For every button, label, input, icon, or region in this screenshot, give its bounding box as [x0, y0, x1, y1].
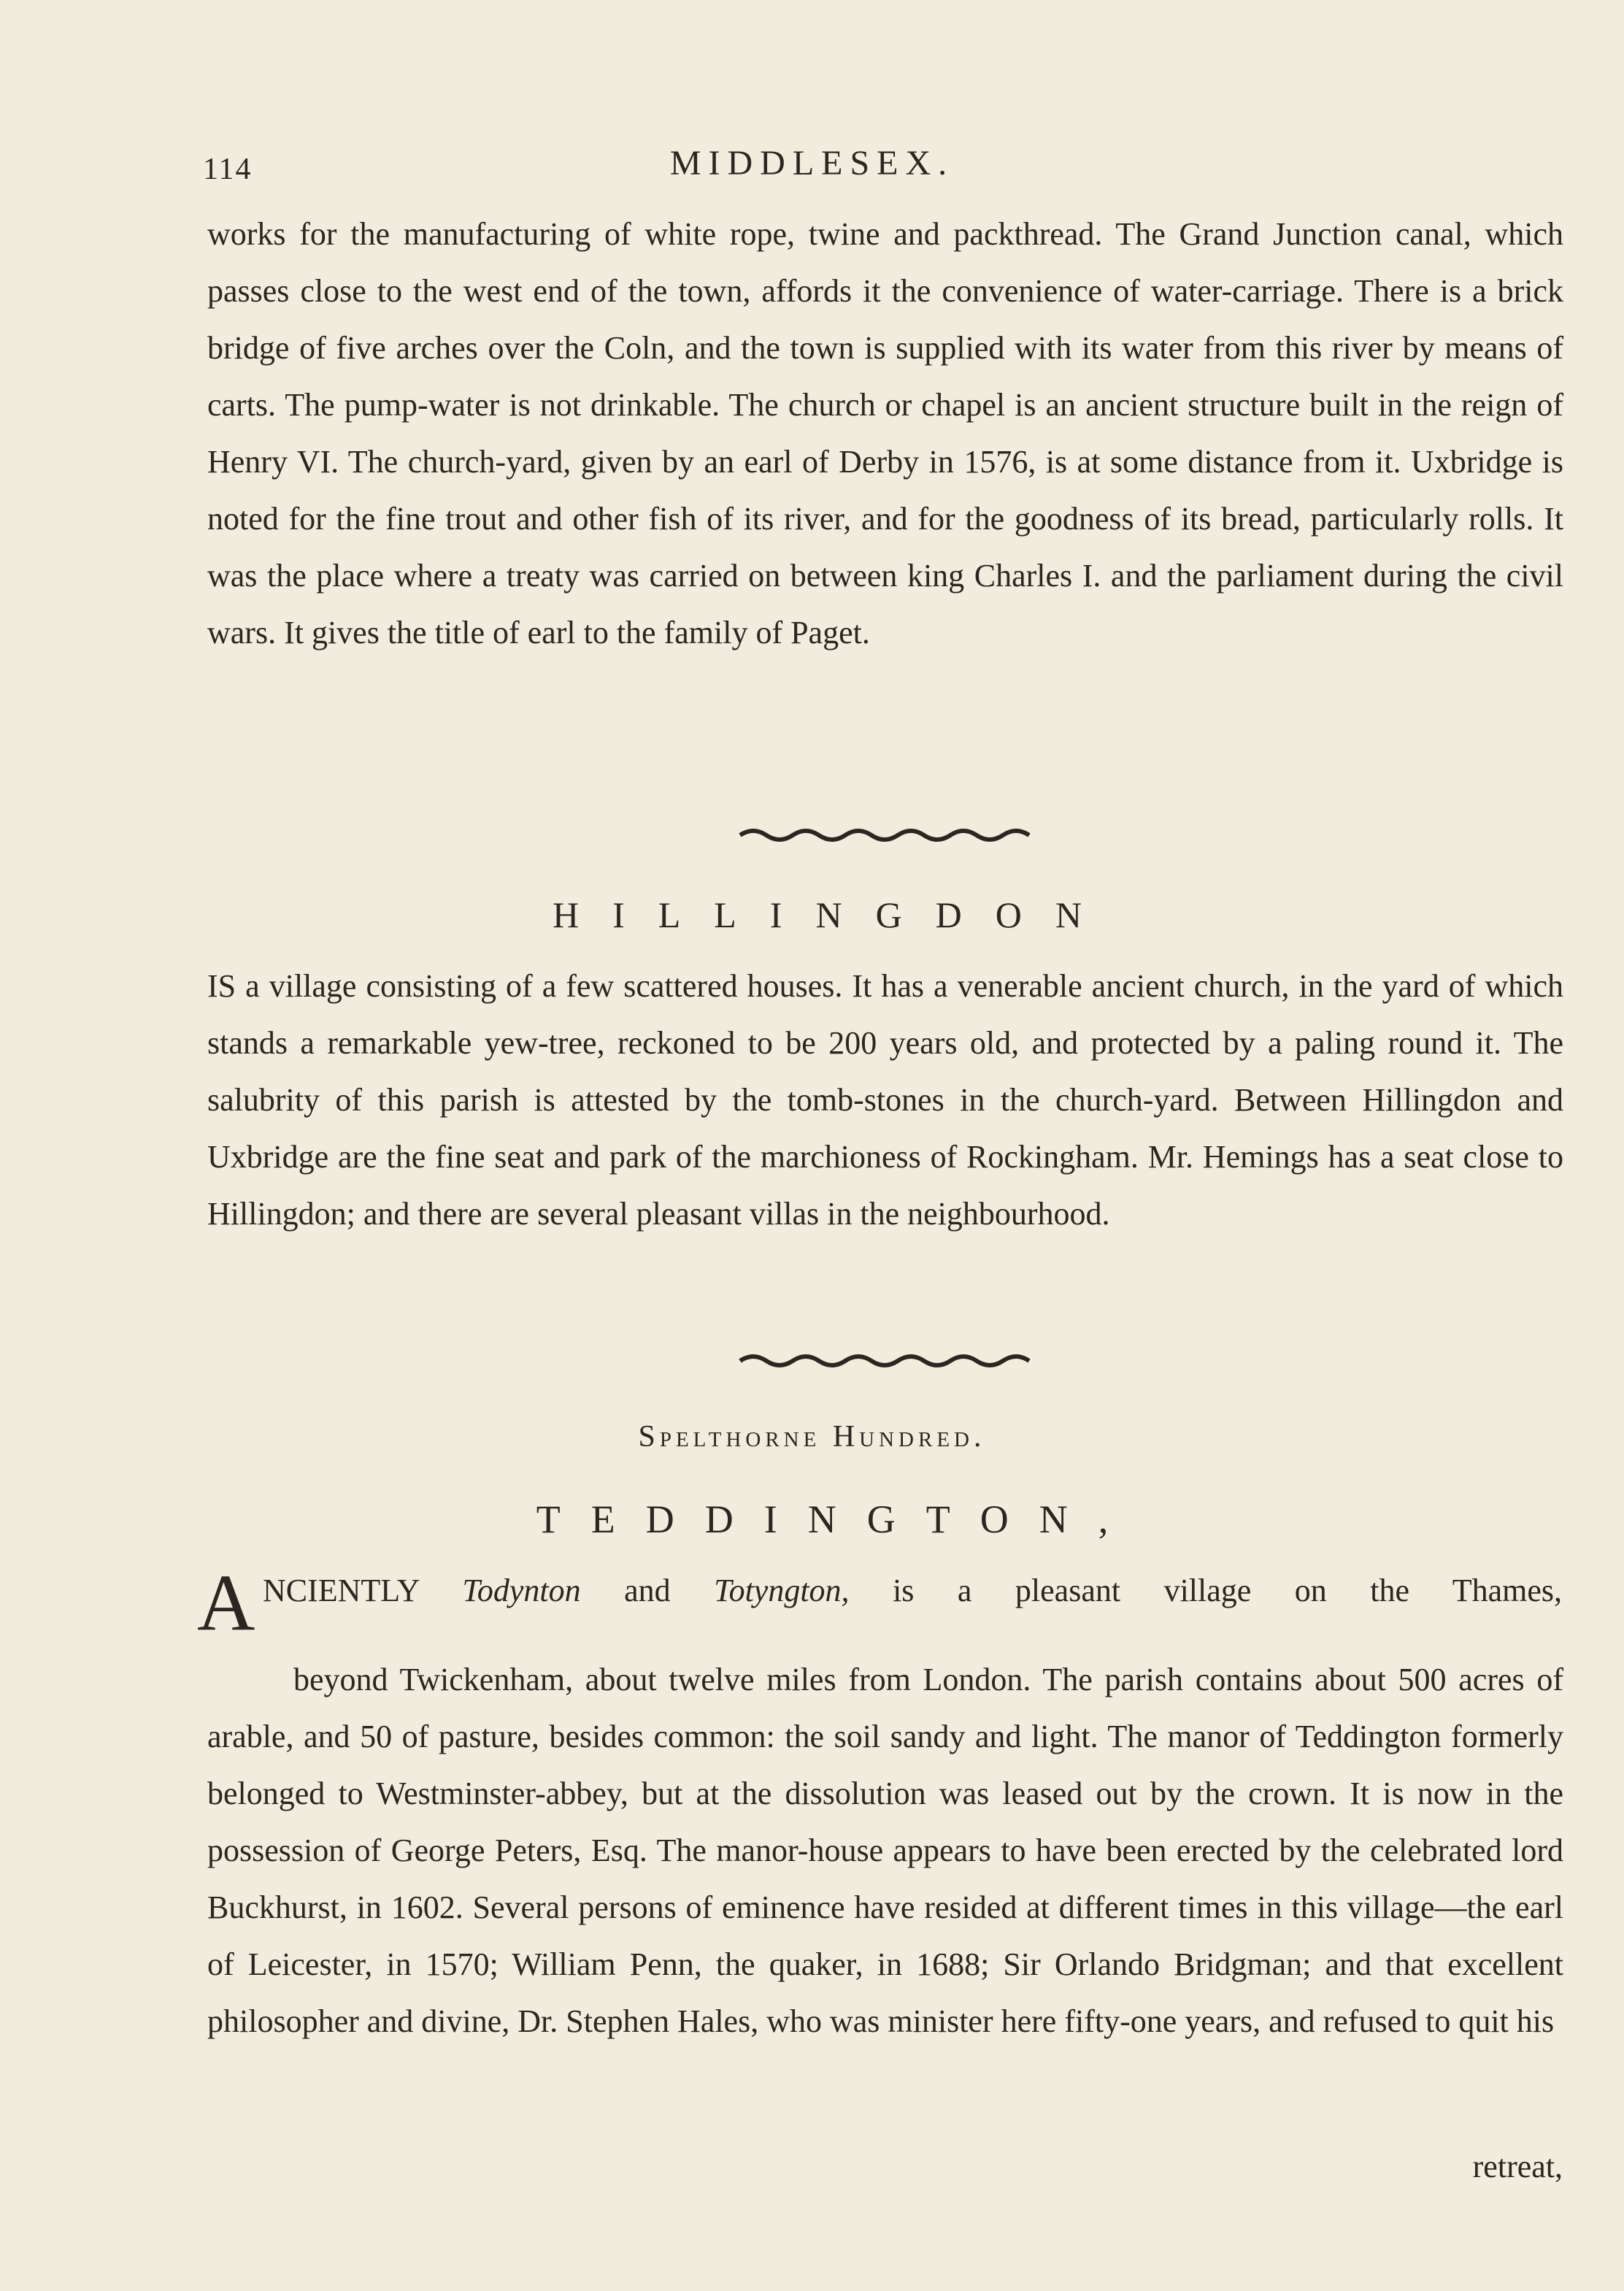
place-name-totyngton: Totyngton, [714, 1573, 850, 1608]
page-number: 114 [203, 153, 253, 186]
page-header [0, 143, 1624, 194]
teddington-heading: TEDDINGTON, [536, 1497, 1139, 1541]
teddington-first-line [263, 1562, 1562, 1619]
drop-cap: A [197, 1558, 255, 1647]
ornament-icon [737, 824, 1044, 845]
place-name-todynton: Todynton [462, 1573, 581, 1608]
conjunction: and [624, 1573, 671, 1608]
ornament-icon [737, 1349, 1044, 1371]
ornament-divider-1 [737, 824, 1044, 845]
lead-caps: NCIENTLY [263, 1573, 419, 1608]
hillingdon-heading: HILLINGDON [552, 894, 1116, 935]
catchword: retreat, [1472, 2149, 1563, 2184]
uxbridge-paragraph: works for the manufacturing of white rope, twine and packthread. The Grand Junction canal, which passes close to the west end of the town, affords it the convenience of water-carriage. There is a brick bridge of five arches over the Coln, and the town is supplied with its water from this river by means of carts. The pump-water is not drinkable. The church or chapel is an ancient structure built in the reign of Henry VI. The church-yard, given by an earl of Derby in 1576, is at some distance from it. Uxbridge is noted for the fine trout and other fish of its river, and for the goodness of its bread, particularly rolls. It was the place where a treaty was carried on between king Charles I. and the parliament during the civil wars. It gives the title of earl to the family of Paget. [207, 216, 1563, 651]
first-line-rest: is a pleasant village on the Thames, [893, 1573, 1563, 1608]
teddington-paragraph: beyond Twickenham, about twelve miles from London. The parish contains about 500 acres of arable, and 50 of pasture, besides common: the soil sandy and light. The manor of Teddington formerly belonged to Westminster-abbey, but at the dissolution was leased out by the crown. It is now in the possession of George Peters, Esq. The manor-house appears to have been erected by the celebrated lord Buckhurst, in 1602. Several persons of eminence have resided at different times in this village—the earl of Leicester, in 1570; William Penn, the quaker, in 1688; Sir Orlando Bridgman; and that excellent philosopher and divine, Dr. Stephen Hales, who was minister here fifty-one years, and refused to quit his [207, 1662, 1563, 2039]
ornament-divider-2 [737, 1349, 1044, 1371]
hillingdon-paragraph: IS a village consisting of a few scattered houses. It has a venerable ancient church, in the yard of which stands a remarkable yew-tree, reckoned to be 200 years old, and protected by a paling round it. The salubrity of this parish is attested by the tomb-stones in the church-yard. Between Hillingdon and Uxbridge are the fine seat and park of the marchioness of Rockingham. Mr. Hemings has a seat close to Hillingdon; and there are several pleasant villas in the neighbourhood. [207, 968, 1563, 1232]
running-title: MIDDLESEX. [669, 144, 955, 183]
spelthorne-hundred-heading: Spelthorne Hundred. [638, 1420, 986, 1454]
